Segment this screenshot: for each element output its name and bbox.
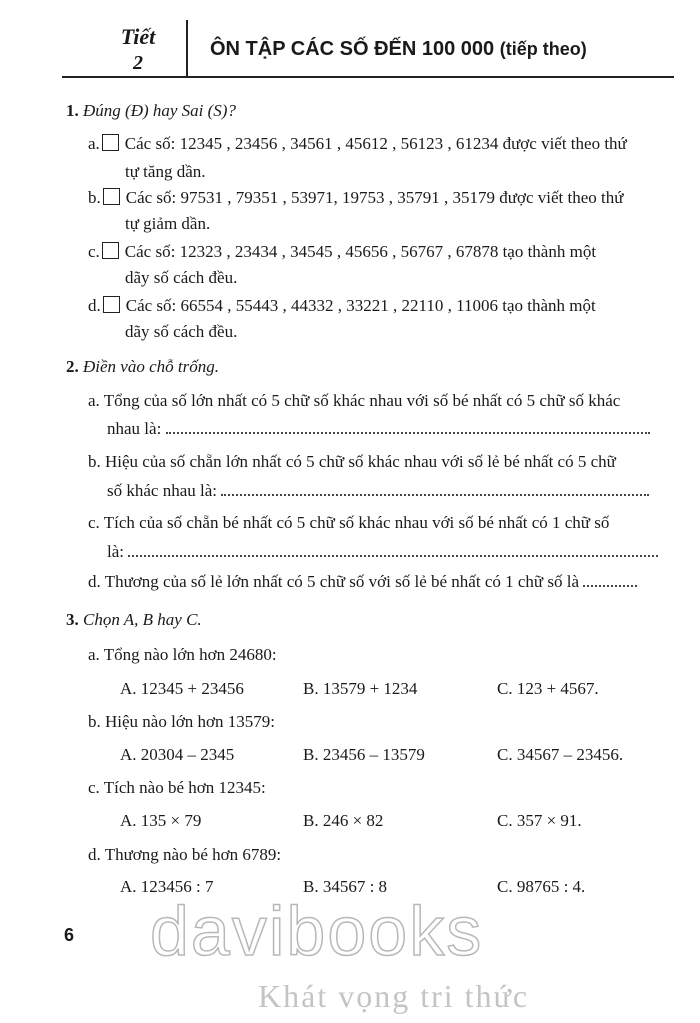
item-text: Các số: 12345 , 23456 , 34561 , 45612 , 56123 , 61234 được viết theo thứ xyxy=(124,134,627,153)
q1-item-c xyxy=(88,238,672,265)
item-label: d. xyxy=(88,296,101,315)
q1-item-a xyxy=(88,130,672,157)
answer-blank[interactable] xyxy=(166,420,650,434)
question-1-heading xyxy=(66,100,236,122)
item-text: Thương của số lẻ lớn nhất có 5 chữ số với số lẻ bé nhất có 1 chữ số là xyxy=(104,572,580,591)
choice-b[interactable]: B. 246 × 82 xyxy=(303,811,384,830)
lesson-badge xyxy=(98,26,178,74)
question-3-number: 3. xyxy=(66,610,79,629)
item-label: a. xyxy=(88,391,100,410)
q1-item-d xyxy=(88,292,672,319)
item-label: a. xyxy=(88,134,100,153)
item-label: a. xyxy=(88,645,100,664)
lesson-number: 2 xyxy=(133,52,143,74)
lesson-header xyxy=(62,20,674,78)
q2-item-c xyxy=(88,512,609,534)
question-1-prompt: Đúng (Đ) hay Sai (S)? xyxy=(83,101,236,120)
watermark-logo: davibooks xyxy=(150,892,484,970)
question-1-number: 1. xyxy=(66,101,79,120)
q3-item-a xyxy=(88,644,277,666)
item-text: là: xyxy=(107,542,124,561)
item-text: Tích nào bé hơn 12345: xyxy=(103,778,266,797)
title-main: ÔN TẬP CÁC SỐ ĐẾN 100 000 xyxy=(210,38,495,60)
item-label: b. xyxy=(88,452,101,471)
watermark-tagline: Khát vọng tri thức xyxy=(258,978,530,1014)
answer-checkbox[interactable] xyxy=(102,242,119,259)
choice-c[interactable]: C. 34567 – 23456. xyxy=(497,745,624,764)
item-text: Các số: 12323 , 23434 , 34545 , 45656 , 56767 , 67878 tạo thành một xyxy=(124,242,597,261)
choice-a[interactable]: A. 123456 : 7 xyxy=(120,877,214,896)
item-text: Thương nào bé hơn 6789: xyxy=(104,845,282,864)
choice-c[interactable]: C. 357 × 91. xyxy=(497,811,582,830)
item-label: d. xyxy=(88,572,101,591)
q2-item-d xyxy=(88,571,637,593)
answer-blank[interactable] xyxy=(583,573,637,587)
item-label: c. xyxy=(88,513,100,532)
page-title xyxy=(210,38,587,61)
q3-item-d xyxy=(88,844,281,866)
question-2-prompt: Điền vào chỗ trống. xyxy=(83,357,219,376)
choice-b[interactable]: B. 23456 – 13579 xyxy=(303,745,425,764)
item-text: Các số: 66554 , 55443 , 44332 , 33221 , 22110 , 11006 tạo thành một xyxy=(125,296,596,315)
question-3-prompt: Chọn A, B hay C. xyxy=(83,610,202,629)
item-text: Các số: 97531 , 79351 , 53971, 19753 , 35791 , 35179 được viết theo thứ xyxy=(125,188,624,207)
item-label: c. xyxy=(88,242,100,261)
q1-item-d-cont: dãy số cách đều. xyxy=(125,322,238,341)
item-label: d. xyxy=(88,845,101,864)
choice-b[interactable]: B. 34567 : 8 xyxy=(303,877,388,896)
answer-checkbox[interactable] xyxy=(102,134,119,151)
item-text: số khác nhau là: xyxy=(107,481,217,500)
answer-blank[interactable] xyxy=(128,543,658,557)
question-2-heading xyxy=(66,356,219,378)
q1-item-c-cont: dãy số cách đều. xyxy=(125,268,238,287)
answer-checkbox[interactable] xyxy=(103,188,120,205)
q2-item-c-cont xyxy=(107,541,658,563)
item-text: nhau là: xyxy=(107,419,162,438)
item-label: c. xyxy=(88,778,100,797)
choice-b[interactable]: B. 13579 + 1234 xyxy=(303,679,418,698)
q2-item-a xyxy=(88,390,620,412)
q2-item-b xyxy=(88,451,616,473)
item-text: Hiệu của số chẵn lớn nhất có 5 chữ số khác nhau với số lẻ bé nhất có 5 chữ xyxy=(105,452,616,471)
q3-item-b xyxy=(88,711,275,733)
choice-a[interactable]: A. 135 × 79 xyxy=(120,811,202,830)
item-text: Tổng của số lớn nhất có 5 chữ số khác nhau với số bé nhất có 5 chữ số khác xyxy=(103,391,621,410)
choice-c[interactable]: C. 98765 : 4. xyxy=(497,877,586,896)
item-text: Tổng nào lớn hơn 24680: xyxy=(103,645,277,664)
choice-c[interactable]: C. 123 + 4567. xyxy=(497,679,599,698)
answer-checkbox[interactable] xyxy=(103,296,120,313)
lesson-label: Tiết xyxy=(120,24,156,49)
answer-blank[interactable] xyxy=(221,482,649,496)
q1-item-b xyxy=(88,184,672,211)
q2-item-a-cont xyxy=(107,418,650,440)
title-sub: (tiếp theo) xyxy=(499,39,587,59)
item-label: b. xyxy=(88,188,101,207)
choice-a[interactable]: A. 20304 – 2345 xyxy=(120,745,235,764)
header-divider xyxy=(186,20,188,76)
q1-item-a-cont: tự tăng dần. xyxy=(125,162,206,181)
item-label: b. xyxy=(88,712,101,731)
item-text: Hiệu nào lớn hơn 13579: xyxy=(105,712,276,731)
q2-item-b-cont xyxy=(107,480,649,502)
question-3-heading xyxy=(66,609,202,631)
item-text: Tích của số chẵn bé nhất có 5 chữ số khác nhau với số bé nhất có 1 chữ số xyxy=(103,513,610,532)
q3-item-c xyxy=(88,777,266,799)
question-2-number: 2. xyxy=(66,357,79,376)
choice-a[interactable]: A. 12345 + 23456 xyxy=(120,679,244,698)
q1-item-b-cont: tự giảm dần. xyxy=(125,214,211,233)
page-number: 6 xyxy=(64,925,75,945)
